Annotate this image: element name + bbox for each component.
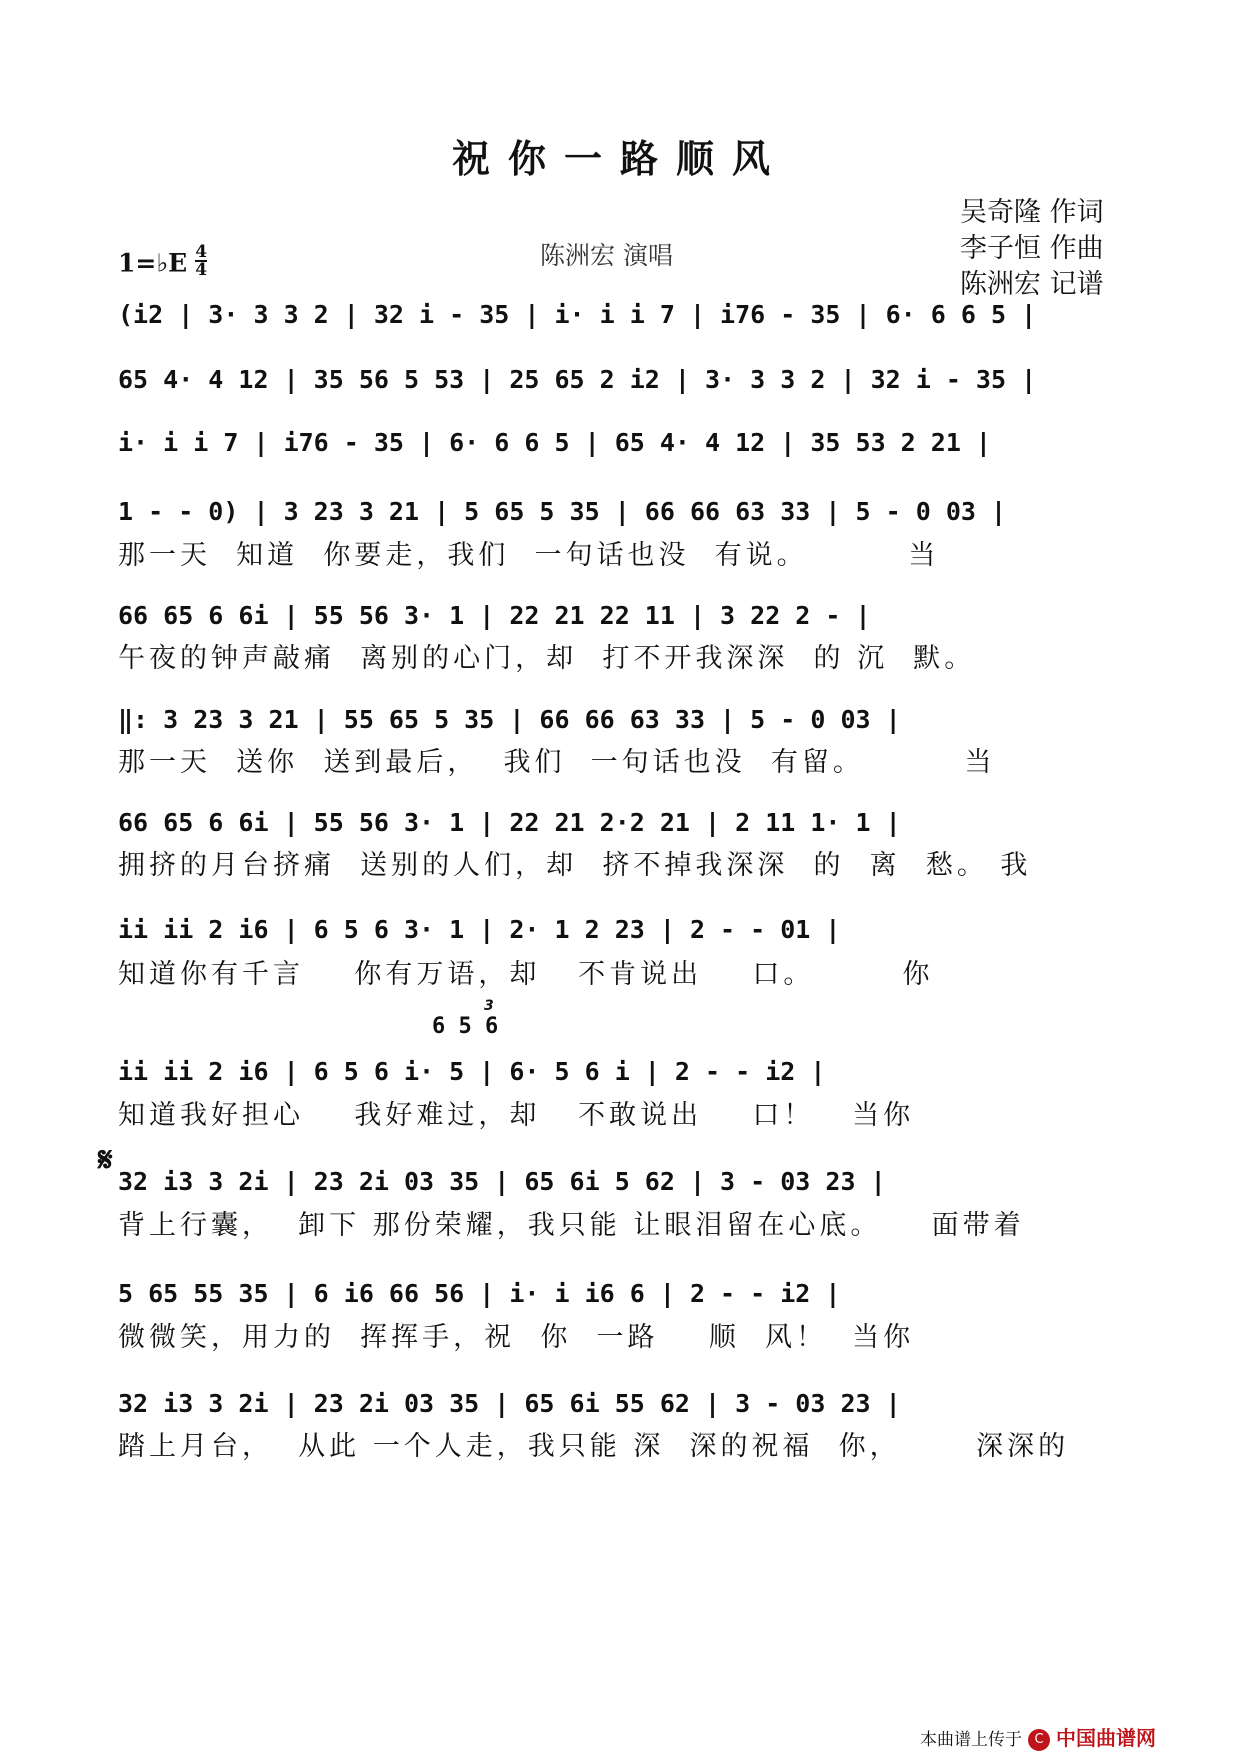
lyric-row: 拥挤的月台挤痛 送别的人们，却 挤不掉我深深 的 离 愁。 我 xyxy=(118,850,1032,881)
music-row: 32 i3 3 2i | 23 2i 03 35 | 65 6i 5 62 | 3 - 03 23 | xyxy=(118,1167,886,1196)
triplet-marker: 3 xyxy=(484,998,494,1014)
lyric-row: 那一天 送你 送到最后， 我们 一句话也没 有留。 当 xyxy=(118,747,996,778)
music-row: 32 i3 3 2i | 23 2i 03 35 | 65 6i 55 62 | 3 - 03 23 | xyxy=(118,1389,901,1418)
lyric-row: 午夜的钟声敲痛 离别的心门，却 打不开我深深 的 沉 默。 xyxy=(118,643,976,674)
footer-credit xyxy=(920,1722,1220,1751)
music-row: ii ii 2 i6 | 6 5 6 i· 5 | 6· 5 6 i | 2 - - i2 | xyxy=(118,1057,826,1086)
triplet-notes: 6 5 6 xyxy=(432,1014,499,1039)
lyric-row: 微微笑，用力的 挥挥手，祝 你 一路 顺 风！ 当你 xyxy=(118,1322,915,1353)
music-row: 65 4· 4 12 | 35 56 5 53 | 25 65 2 i2 | 3· 3 3 2 | 32 i - 35 | xyxy=(118,365,1037,394)
lyricist-credit: 吴奇隆 作词 xyxy=(960,197,1104,228)
key-label: 1=♭E xyxy=(118,248,188,278)
music-row: i· i i 7 | i76 - 35 | 6· 6 6 5 | 65 4· 4 12 | 35 53 2 21 | xyxy=(118,428,991,457)
lyric-row: 踏上月台， 从此 一个人走，我只能 深 深的祝福 你， 深深的 xyxy=(118,1431,1070,1462)
music-row: 66 65 6 6i | 55 56 3· 1 | 22 21 22 11 | 3 22 2 - | xyxy=(118,601,871,630)
segno-sign: 𝄋 xyxy=(98,1140,113,1180)
time-signature xyxy=(195,244,207,278)
singer-credit: 陈洲宏 演唱 xyxy=(540,241,673,270)
lyric-row: 那一天 知道 你要走，我们 一句话也没 有说。 当 xyxy=(118,540,940,571)
time-bottom: 4 xyxy=(195,260,208,280)
music-row: 5 65 55 35 | 6 i6 66 56 | i· i i6 6 | 2 - - i2 | xyxy=(118,1279,841,1308)
music-row: (i2 | 3· 3 3 2 | 32 i - 35 | i· i i 7 | i76 - 35 | 6· 6 6 5 | xyxy=(118,300,1037,329)
music-row: ii ii 2 i6 | 6 5 6 3· 1 | 2· 1 2 23 | 2 - - 01 | xyxy=(118,915,841,944)
transcriber-credit: 陈洲宏 记谱 xyxy=(960,269,1104,300)
lyric-row: 背上行囊， 卸下 那份荣耀，我只能 让眼泪留在心底。 面带着 xyxy=(118,1210,1025,1241)
composer-credit: 李子恒 作曲 xyxy=(960,233,1104,264)
key-signature xyxy=(118,242,208,282)
time-top: 4 xyxy=(195,242,208,262)
music-row: 66 65 6 6i | 55 56 3· 1 | 22 21 2·2 21 | 2 11 1· 1 | xyxy=(118,808,901,837)
music-row: ‖: 3 23 3 21 | 55 65 5 35 | 66 66 63 33 | 5 - 0 03 | xyxy=(118,705,901,734)
music-row: 1 - - 0) | 3 23 3 21 | 5 65 5 35 | 66 66 63 33 | 5 - 0 03 | xyxy=(118,497,1007,526)
lyric-row: 知道你有千言 你有万语，却 不肯说出 口。 你 xyxy=(118,959,934,990)
credits-block xyxy=(960,195,1200,303)
brand-name[interactable]: 中国曲谱网 xyxy=(1056,1726,1156,1750)
brand-logo-icon: C xyxy=(1028,1729,1050,1751)
upload-text: 本曲谱上传于 xyxy=(920,1730,1022,1750)
lyric-row: 知道我好担心 我好难过，却 不敢说出 口！ 当你 xyxy=(118,1100,915,1131)
score-title: 祝你一路顺风 xyxy=(451,136,788,181)
